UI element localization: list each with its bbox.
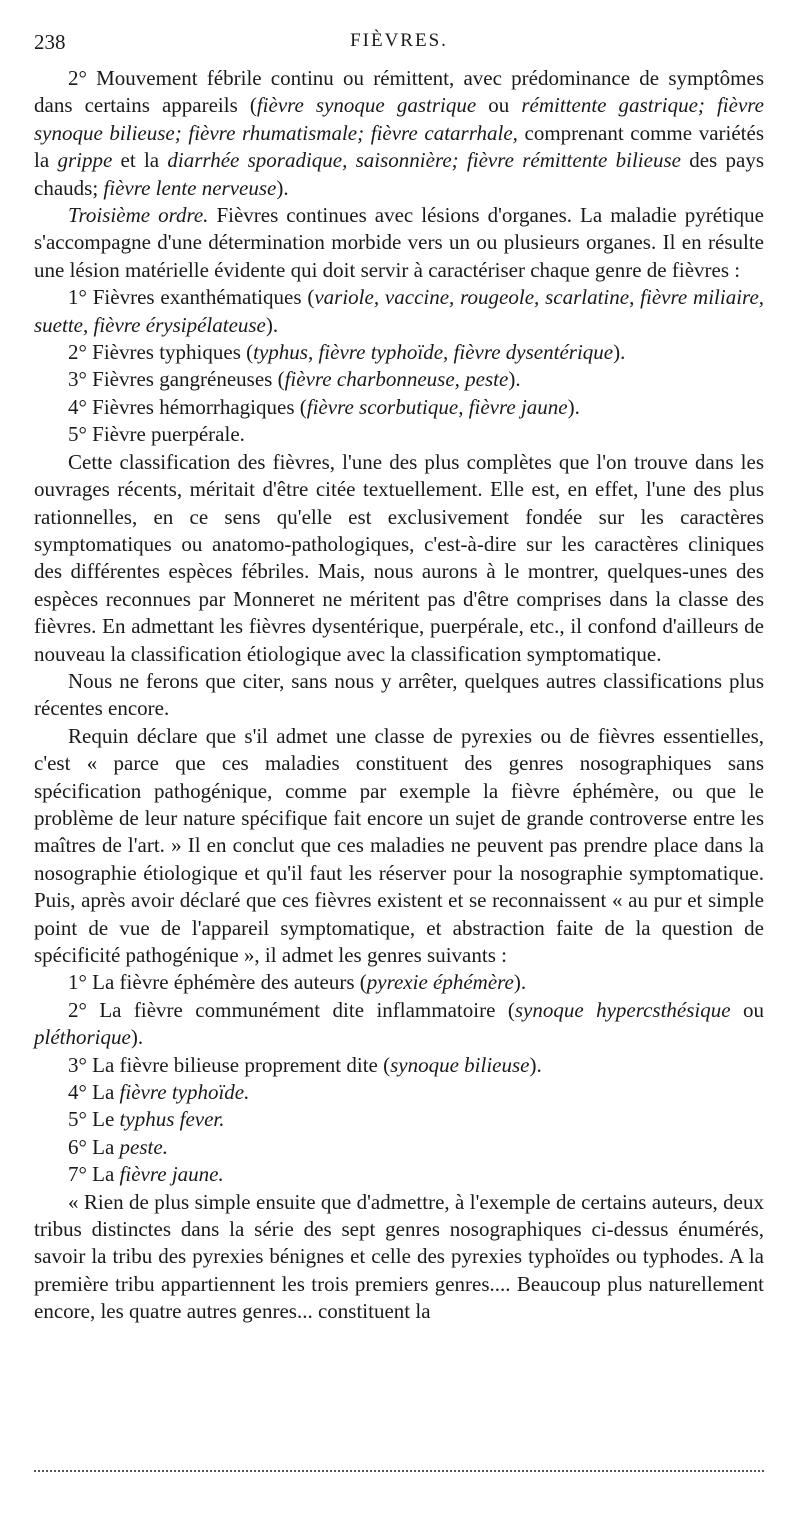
paragraph	[34, 366, 764, 393]
text-run: 6° La	[68, 1134, 120, 1159]
italic-text: rémittente gastrique; fièvre synoque bilieuse; fièvre rhumatismale; fièvre catarrhale,	[34, 93, 764, 145]
running-title: FIÈVRES.	[350, 30, 448, 51]
text-run: Nous ne ferons que citer, sans nous y arrêter, quelques autres classifications plus récentes encore.	[34, 668, 764, 721]
paragraph	[34, 339, 764, 366]
italic-text: pléthorique	[34, 1025, 131, 1050]
italic-text: fièvre typhoïde.	[119, 1080, 250, 1105]
text-run: « Rien de plus simple ensuite que d'admettre, à l'exemple de certains auteurs, deux tribus distinctes dans la série des sept genres nosographiques ci-dessus énumérés, savoir la tribu des pyrexies bénignes et celle des pyrexies typhoïdes ou typhodes. A la première tribu appartiennent les trois premiers genres.... Beaucoup plus naturellement encore, les quatre autres genres... constituent la	[34, 1189, 764, 1324]
paragraph	[34, 723, 764, 970]
text-run: ).	[265, 312, 279, 337]
paragraph	[34, 65, 764, 202]
text-run: des pays chauds;	[34, 148, 764, 200]
italic-text: pyrexie éphémère	[366, 970, 514, 995]
paragraph	[34, 1189, 764, 1326]
text-run: 2° La fièvre communément dite inflammatoire (	[68, 997, 515, 1022]
text-run: ).	[613, 340, 626, 365]
text-run: 1° Fièvres exanthématiques (	[68, 285, 315, 310]
italic-text: synoque bilieuse	[390, 1052, 530, 1077]
text-run: et la	[112, 148, 168, 173]
footer-rule	[34, 1470, 764, 1472]
text-run: ou	[476, 93, 522, 118]
italic-text: fièvre charbonneuse, peste	[284, 367, 509, 392]
paragraph	[34, 1134, 764, 1161]
text-run: ou	[730, 997, 765, 1022]
italic-text: fièvre lente nerveuse	[103, 175, 277, 200]
paragraph	[34, 997, 764, 1052]
text-run: ).	[513, 970, 527, 995]
text-run: ).	[130, 1025, 144, 1050]
text-run: comprenant comme variétés la	[34, 120, 764, 173]
text-run: Cette classification des fièvres, l'une des plus complètes que l'on trouve dans les ouvrages récents, méritait d'être citée textuellement. Elle est, en effet, l'une des plus rationnelles, en ce sens qu'elle est exclusivement fondée sur les caractères symptomatiques ou anatomo-pathologiques, c'est-à-dire sur les caractères cliniques des différentes espèces fébriles. Mais, nous aurons à le montrer, quelques-unes des espèces reconnues par Monneret ne méritent pas d'être comprises dans la classe des fièvres. En admettant les fièvres dysentérique, puerpérale, etc., il confond d'ailleurs de nouveau la classification étiologique avec la classification symptomatique.	[34, 449, 764, 666]
italic-text: fièvre synoque gastrique	[256, 93, 477, 118]
text-run: 2° Fièvres typhiques (	[68, 340, 254, 365]
italic-text: variole, vaccine, rougeole, scarlatine, fièvre miliaire, suette, fièvre érysipélateuse	[34, 285, 765, 337]
paragraph	[34, 1106, 764, 1133]
paragraph	[34, 1052, 764, 1079]
italic-text: fièvre scorbutique, fièvre jaune	[306, 394, 568, 419]
paragraph	[34, 449, 764, 668]
italic-text: synoque hypercsthésique	[514, 997, 731, 1022]
text-run: ).	[567, 394, 580, 419]
italic-text: Troisième ordre.	[68, 203, 209, 228]
paragraph	[34, 394, 764, 421]
text-run: 1° La fièvre éphémère des auteurs (	[68, 970, 367, 995]
text-run: Requin déclare que s'il admet une classe de pyrexies ou de fièvres essentielles, c'est « parce que ces maladies constituent des genres nosographiques sans spécification pathogénique, comme par exemple la fièvre éphémère, ou que le problème de leur nature spécifique fait encore un sujet de grande controverse entre les maîtres de l'art. » Il en conclut que ces maladies ne peuvent pas prendre place dans la nosographie étiologique et qu'il faut les réserver pour la nosographie symptomatique. Puis, après avoir déclaré que ces fièvres existent et se reconnaissent « au pur et simple point de vue de l'appareil symptomatique, et abstraction faite de la question de spécificité pathogénique », il admet les genres suivants :	[34, 723, 764, 967]
text-run: ).	[508, 367, 521, 392]
text-run: 4° La	[68, 1080, 120, 1105]
paragraph	[34, 284, 764, 339]
page-number: 238	[34, 30, 66, 54]
text-run: 5° Le	[68, 1107, 120, 1132]
paragraph	[34, 202, 764, 284]
paragraph	[34, 421, 764, 448]
italic-text: typhus, fièvre typhoïde, fièvre dysentérique	[253, 340, 614, 365]
italic-text: typhus fever.	[119, 1107, 225, 1132]
italic-text: diarrhée sporadique, saisonnière; fièvre rémittente bilieuse	[167, 148, 681, 173]
italic-text: grippe	[57, 148, 113, 173]
text-run: 4° Fièvres hémorrhagiques (	[68, 394, 307, 419]
text-run: 5° Fièvre puerpérale.	[68, 422, 245, 447]
text-run: Fièvres continues avec lésions d'organes. La maladie pyrétique s'accompagne d'une détermination morbide vers un ou plusieurs organes. Il en résulte une lésion matérielle évidente qui doit servir à caractériser chaque genre de fièvres :	[34, 203, 765, 282]
text-run: 3° Fièvres gangréneuses (	[68, 367, 285, 392]
paragraph	[34, 1161, 764, 1188]
text-run: 2° Mouvement fébrile continu ou rémittent, avec prédominance de symptômes dans certains appareils (	[34, 66, 764, 118]
paragraph	[34, 969, 764, 996]
italic-text: fièvre jaune.	[119, 1162, 224, 1187]
italic-text: peste.	[119, 1134, 168, 1159]
text-run: 7° La	[68, 1162, 120, 1187]
page-header	[34, 30, 764, 58]
page-body	[34, 65, 764, 1326]
paragraph	[34, 668, 764, 723]
text-run: 3° La fièvre bilieuse proprement dite (	[68, 1052, 391, 1077]
paragraph	[34, 1079, 764, 1106]
text-run: ).	[529, 1052, 542, 1077]
text-run: ).	[276, 175, 289, 200]
